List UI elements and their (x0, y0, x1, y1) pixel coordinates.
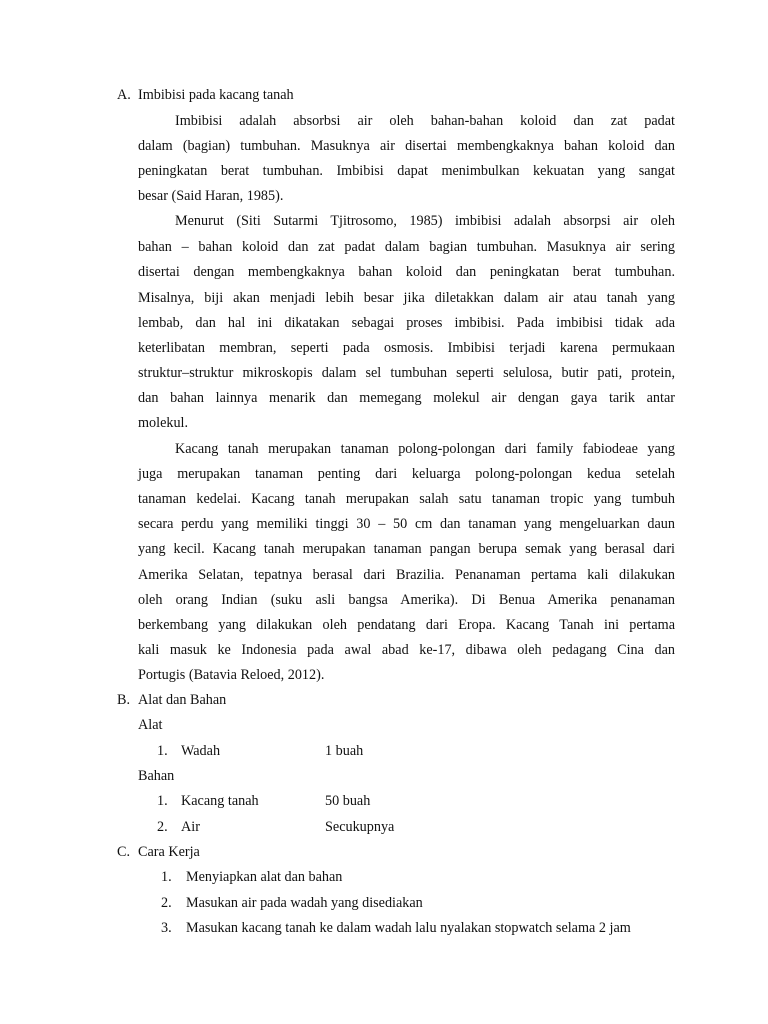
section-b-marker: B. (117, 692, 131, 708)
section-c-marker: C. (117, 844, 131, 860)
paragraph-line: lembab, dan hal ini dikatakan sebagai proses imbibisi. Pada imbibisi tidak ada (138, 315, 675, 331)
section-b-heading: Alat dan Bahan (138, 692, 227, 708)
paragraph-line: molekul. (138, 415, 189, 431)
paragraph-line: Amerika Selatan, tepatnya berasal dari Brazilia. Penanaman pertama kali dilakukan (138, 567, 675, 583)
step-text: Menyiapkan alat dan bahan (186, 869, 343, 885)
paragraph-line: besar (Said Haran, 1985). (138, 188, 284, 204)
step-text: Masukan kacang tanah ke dalam wadah lalu nyalakan stopwatch selama 2 jam (186, 920, 631, 936)
alat-item-qty: 1 buah (325, 743, 364, 759)
bahan-item-name: Air (181, 819, 200, 835)
bahan-item-number: 1. (157, 793, 168, 809)
paragraph-line: dalam (bagian) tumbuhan. Masuknya air disertai membengkaknya bahan koloid dan (138, 138, 675, 154)
paragraph-line: bahan – bahan koloid dan zat padat dalam bagian tumbuhan. Masuknya air sering (138, 239, 675, 255)
paragraph-line: Menurut (Siti Sutarmi Tjitrosomo, 1985) imbibisi adalah absorpsi air oleh (175, 213, 675, 229)
paragraph-line: disertai dengan membengkaknya bahan koloid dan peningkatan berat tumbuhan. (138, 264, 675, 280)
paragraph-line: peningkatan berat tumbuhan. Imbibisi dapat menimbulkan kekuatan yang sangat (138, 163, 675, 179)
paragraph-line: berkembang yang dilakukan oleh pendatang dari Eropa. Kacang Tanah ini pertama (138, 617, 675, 633)
step-number: 2. (161, 895, 172, 911)
paragraph-line: secara perdu yang memiliki tinggi 30 – 50 cm dan tanaman yang mengeluarkan daun (138, 516, 675, 532)
paragraph-line: kali masuk ke Indonesia pada awal abad ke-17, dibawa oleh pedagang Cina dan (138, 642, 675, 658)
section-a-heading: Imbibisi pada kacang tanah (138, 87, 294, 103)
paragraph-line: tanaman kedelai. Kacang tanah merupakan salah satu tanaman tropic yang tumbuh (138, 491, 675, 507)
paragraph-line: dan bahan lainnya menarik dan memegang molekul air dengan gaya tarik antar (138, 390, 675, 406)
paragraph-line: Portugis (Batavia Reloed, 2012). (138, 667, 325, 683)
step-number: 3. (161, 920, 172, 936)
bahan-label: Bahan (138, 768, 175, 784)
paragraph-line: keterlibatan membran, seperti pada osmosis. Imbibisi terjadi karena permukaan (138, 340, 675, 356)
paragraph-line: oleh orang Indian (suku asli bangsa Amerika). Di Benua Amerika penanaman (138, 592, 675, 608)
bahan-item-qty: Secukupnya (325, 819, 395, 835)
paragraph-line: struktur–struktur mikroskopis dalam sel tumbuhan seperti selulosa, butir pati, protein, (138, 365, 675, 381)
step-number: 1. (161, 869, 172, 885)
alat-item-number: 1. (157, 743, 168, 759)
bahan-item-name: Kacang tanah (181, 793, 259, 809)
alat-item-name: Wadah (181, 743, 221, 759)
paragraph-line: Imbibisi adalah absorbsi air oleh bahan-bahan koloid dan zat padat (175, 113, 675, 129)
paragraph-line: yang kecil. Kacang tanah merupakan tanaman pangan berupa semak yang berasal dari (138, 541, 675, 557)
alat-label: Alat (138, 717, 163, 733)
section-a-marker: A. (117, 87, 131, 103)
section-c-heading: Cara Kerja (138, 844, 200, 860)
paragraph-line: juga merupakan tanaman penting dari keluarga polong-polongan kedua setelah (138, 466, 675, 482)
bahan-item-qty: 50 buah (325, 793, 371, 809)
bahan-item-number: 2. (157, 819, 168, 835)
paragraph-line: Kacang tanah merupakan tanaman polong-polongan dari family fabiodeae yang (175, 441, 675, 457)
paragraph-line: Misalnya, biji akan menjadi lebih besar jika diletakkan dalam air atau tanah yang (138, 290, 675, 306)
step-text: Masukan air pada wadah yang disediakan (186, 895, 423, 911)
